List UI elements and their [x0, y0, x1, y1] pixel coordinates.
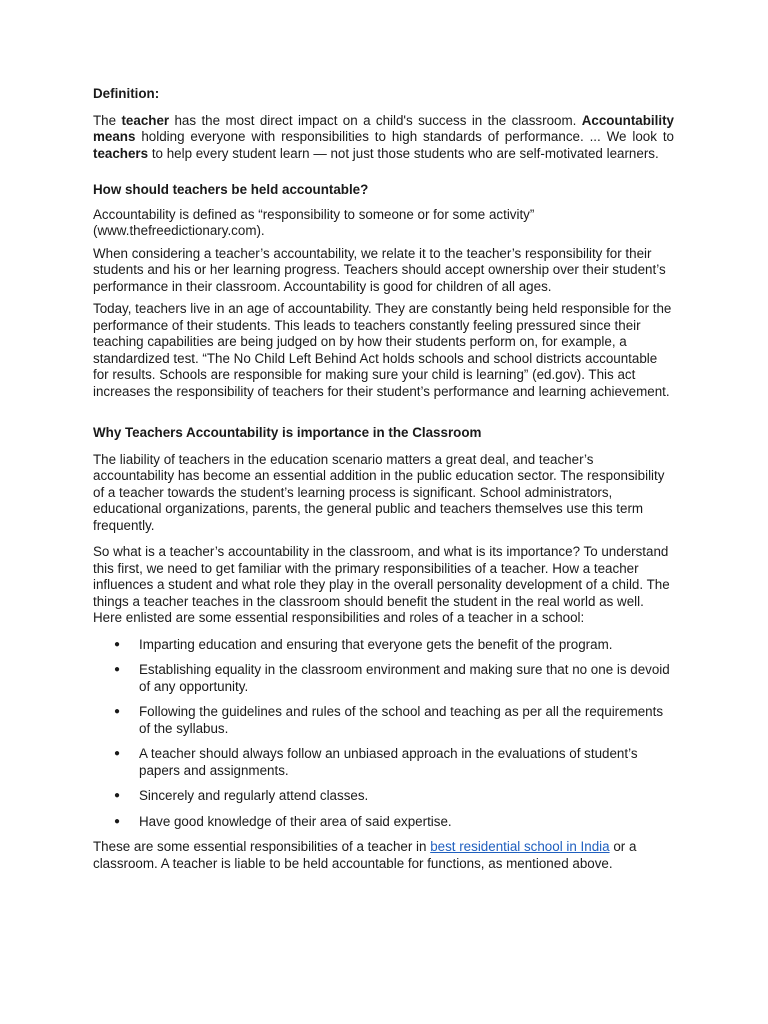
list-item-text: Following the guidelines and rules of the school and teaching as per all the requirements of the syllabus. [139, 704, 664, 736]
definition-text: has the most direct impact on a child's success in the classroom. [169, 112, 582, 128]
residential-school-link[interactable]: best residential school in India [430, 839, 610, 854]
bullet-icon: ● [114, 748, 121, 759]
definition-bold-accountability: Accountability means [93, 112, 674, 144]
list-item [93, 704, 674, 737]
closing-text: These are some essential responsibilities of a teacher in [93, 839, 431, 854]
list-item-text: Sincerely and regularly attend classes. [139, 788, 369, 803]
list-item-text: Imparting education and ensuring that everyone gets the benefit of the program. [139, 636, 613, 652]
bullet-icon: ● [114, 664, 121, 675]
list-item [93, 662, 674, 695]
list-item-text: A teacher should always follow an unbiased approach in the evaluations of student’s papers and assignments. [139, 746, 638, 778]
definition-bold-teachers: teachers [93, 145, 149, 161]
list-item [93, 788, 674, 805]
importance-paragraph-2: So what is a teacher’s accountability in the classroom, and what is its importance? To understand this first, we need to get familiar with the primary responsibilities of a teacher. How a teacher influences a student and what role they play in the overall personality development of a child. The things a teacher teaches in the classroom should benefit the student in the real world as well. Here enlisted are some essential responsibilities and roles of a teacher in a school: [93, 544, 670, 625]
closing-paragraph [93, 839, 674, 872]
list-item [93, 814, 674, 831]
bullet-icon: ● [114, 815, 121, 827]
responsibilities-list [93, 637, 674, 831]
importance-paragraph-1: The liability of teachers in the education scenario matters a great deal, and teacher’s accountability has become an essential addition in the public education sector. The responsibility of a teacher towards the student’s learning process is significant. School administrators, educational organizations, parents, the general public and teachers themselves use this term frequently. [93, 451, 665, 533]
definition-bold-teacher: teacher [121, 112, 170, 128]
held-accountable-paragraph-1: Accountability is defined as “responsibility to someone or for some activity” (www.thefreedictionary.com). [93, 206, 535, 238]
definition-heading: Definition: [93, 86, 160, 101]
definition-text: holding everyone with responsibilities to high standards of performance. ... We look to [135, 129, 674, 144]
held-accountable-heading: How should teachers be held accountable? [93, 182, 369, 197]
importance-heading: Why Teachers Accountability is importance in the Classroom [93, 425, 482, 440]
document-page [93, 86, 674, 872]
list-item-text: Have good knowledge of their area of said expertise. [139, 813, 452, 829]
bullet-icon: ● [114, 706, 121, 717]
closing-text: or a classroom. A teacher is liable to be held accountable for functions, as mentioned above. [93, 839, 637, 871]
bullet-icon: ● [114, 638, 121, 650]
list-item [93, 746, 674, 779]
definition-text: to help every student learn — not just those students who are self-motivated learners. [148, 145, 659, 161]
held-accountable-paragraph-3: Today, teachers live in an age of accountability. They are constantly being held responsible for the performance of their students. This leads to teachers constantly feeling pressured since their teaching capabilities are being judged on by how their students perform on, for example, a standardized test. “The No Child Left Behind Act holds schools and school districts accountable for results. Schools are responsible for making sure your child is learning” (ed.gov). This act increases the responsibility of teachers for their student’s performance and learning achievement. [93, 301, 672, 399]
list-item-text: Establishing equality in the classroom environment and making sure that no one is devoid of any opportunity. [139, 662, 670, 694]
definition-text: The [93, 112, 122, 128]
list-item [93, 637, 674, 654]
definition-paragraph [93, 113, 674, 163]
bullet-icon: ● [114, 790, 121, 801]
held-accountable-paragraph-2: When considering a teacher’s accountability, we relate it to the teacher’s responsibility for their students and his or her learning progress. Teachers should accept ownership over their student’s performance in their classroom. Accountability is good for children of all ages. [93, 245, 666, 294]
